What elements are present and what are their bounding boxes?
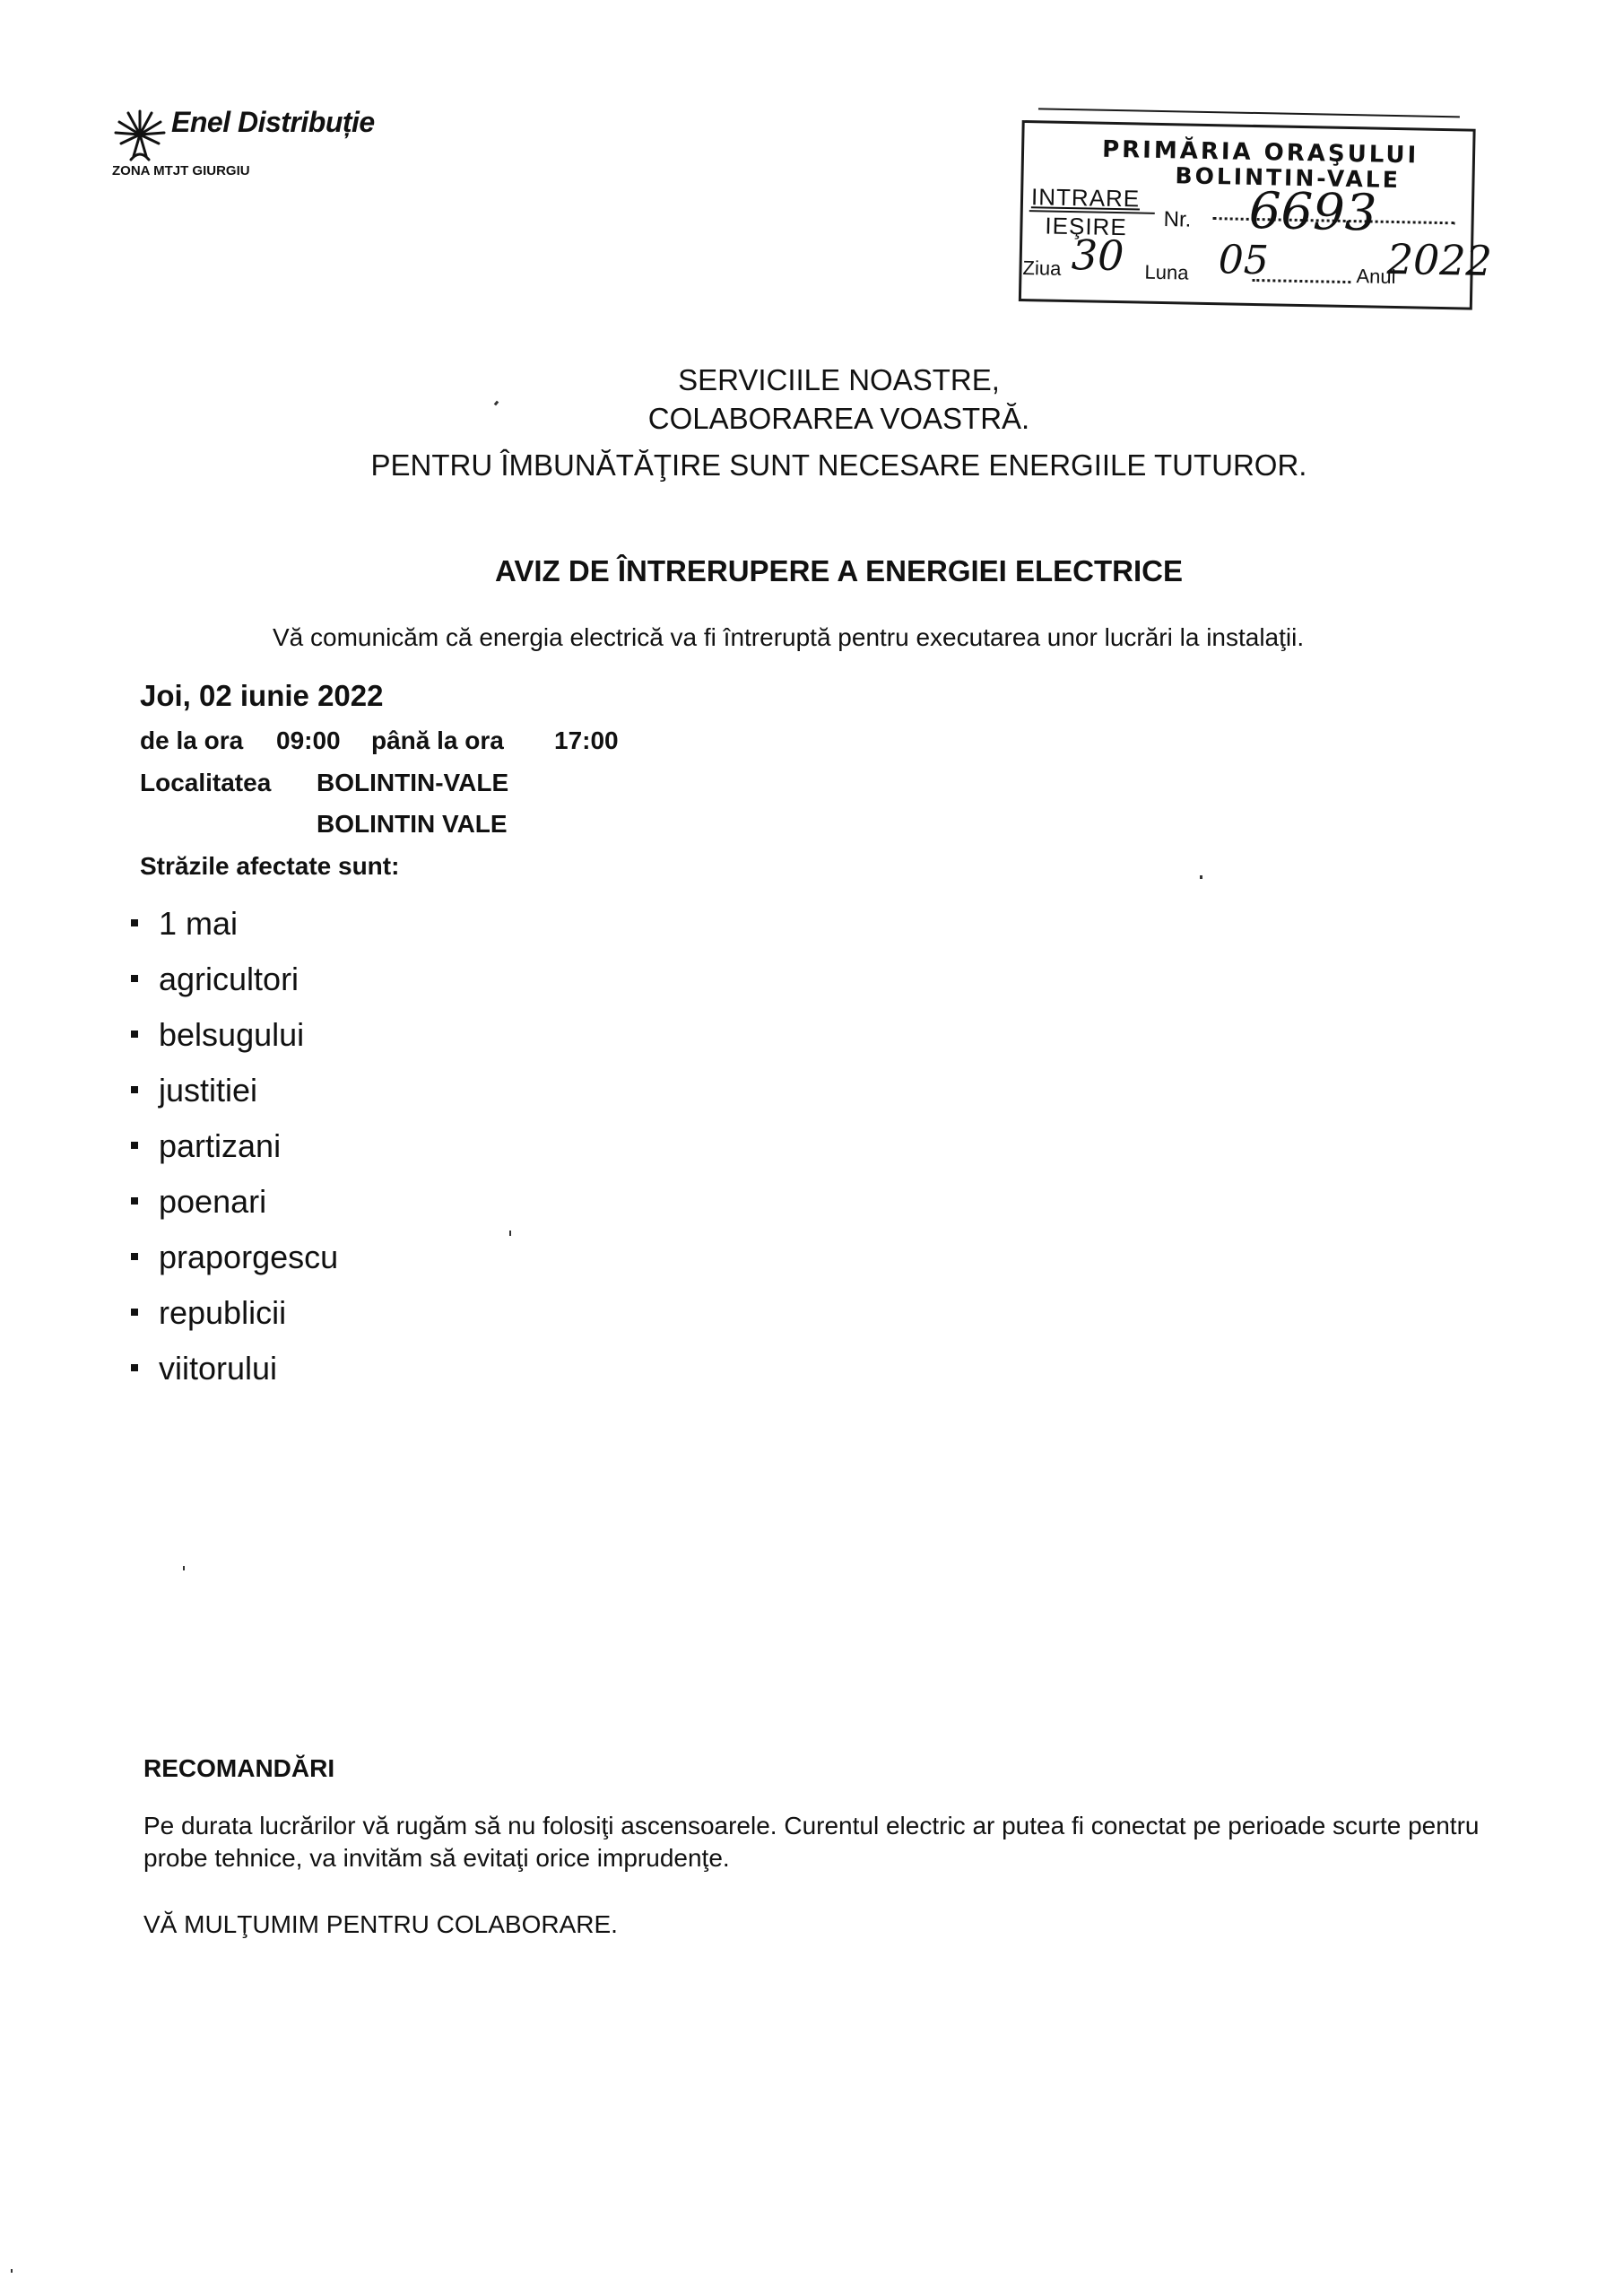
streets-label: Străzile afectate sunt: — [140, 852, 400, 880]
slogan-line-2: COLABORAREA VOASTRĂ. — [647, 402, 1030, 435]
bullet-icon — [131, 919, 138, 926]
bullet-icon — [131, 975, 138, 982]
stamp-iesire: IEŞIRE — [1045, 212, 1128, 241]
from-time: 09:00 — [276, 726, 341, 754]
locality-value: BOLINTIN VALE — [317, 810, 508, 838]
brand-name: Enel Distribuție — [171, 106, 375, 138]
street-name: viitorului — [159, 1350, 278, 1387]
stamp-institution: PRIMĂRIA ORAŞULUI — [1101, 135, 1419, 170]
stamp-nr-value: 6693 — [1248, 181, 1377, 243]
stamp-anul-label: Anul — [1356, 265, 1396, 289]
stamp-top-line — [1038, 108, 1460, 117]
outage-date: Joi, 02 iunie 2022 — [140, 679, 384, 712]
slogan-line-1: SERVICIILE NOASTRE, — [678, 363, 1000, 396]
bullet-icon — [131, 1031, 138, 1038]
scan-speck — [509, 1231, 511, 1236]
street-name: poenari — [159, 1183, 267, 1220]
street-name: belsugului — [159, 1016, 305, 1053]
stamp-ziua-label: Ziua — [1022, 257, 1062, 280]
to-time: 17:00 — [554, 726, 619, 754]
enel-logo — [112, 93, 399, 183]
registration-stamp — [1019, 108, 1493, 319]
scan-speck — [183, 1566, 185, 1570]
street-name: 1 mai — [159, 905, 239, 942]
stamp-nr-label: Nr. — [1163, 207, 1192, 232]
notice-title: AVIZ DE ÎNTRERUPERE A ENERGIEI ELECTRICE — [494, 554, 1184, 587]
thanks-line: VĂ MULŢUMIM PENTRU COLABORARE. — [143, 1910, 618, 1938]
notice-intro: Vă comunicăm că energia electrică va fi întreruptă pentru executarea unor lucrări la instalaţii. — [273, 623, 1305, 651]
bullet-icon — [131, 1364, 138, 1371]
stamp-intrare: INTRARE — [1030, 183, 1141, 213]
scan-speck — [11, 2269, 13, 2273]
from-label: de la ora — [140, 726, 244, 754]
street-name: partizani — [159, 1127, 282, 1164]
street-name: republicii — [159, 1294, 287, 1331]
bullet-icon — [131, 1197, 138, 1205]
stamp-luna-label: Luna — [1144, 260, 1189, 284]
stamp-luna-value: 05 — [1218, 237, 1270, 284]
enel-sun-logo-icon — [112, 93, 168, 167]
locality-value: BOLINTIN-VALE — [317, 769, 509, 796]
bullet-icon — [131, 1142, 138, 1149]
recommendations-title: RECOMANDĂRI — [143, 1754, 335, 1782]
slogan-line-3: PENTRU ÎMBUNĂTĂŢIRE SUNT NECESARE ENERGIILE TUTUROR. — [370, 448, 1307, 482]
recommendations-text: Pe durata lucrărilor vă rugăm să nu folosiţi ascensoarele. Curentul electric ar putea fi conectat pe perioade scurte pentru probe tehnice, va invităm să evitaţi orice imprudenţe. — [143, 1812, 1480, 1872]
zone-name: ZONA MTJT GIURGIU — [112, 163, 250, 178]
bullet-icon — [131, 1086, 138, 1093]
bullet-icon — [131, 1309, 138, 1316]
locality-label: Localitatea — [140, 769, 272, 796]
to-label: până la ora — [371, 726, 504, 754]
stamp-ziua-value: 30 — [1071, 230, 1124, 281]
stamp-anul-value: 2022 — [1386, 234, 1493, 286]
street-name: praporgescu — [159, 1239, 339, 1275]
stamp-town: BOLINTIN-VALE — [1175, 162, 1402, 194]
street-name: agricultori — [159, 961, 299, 997]
scan-speck — [1200, 875, 1202, 879]
bullet-icon — [131, 1253, 138, 1260]
street-name: justitiei — [159, 1072, 258, 1109]
